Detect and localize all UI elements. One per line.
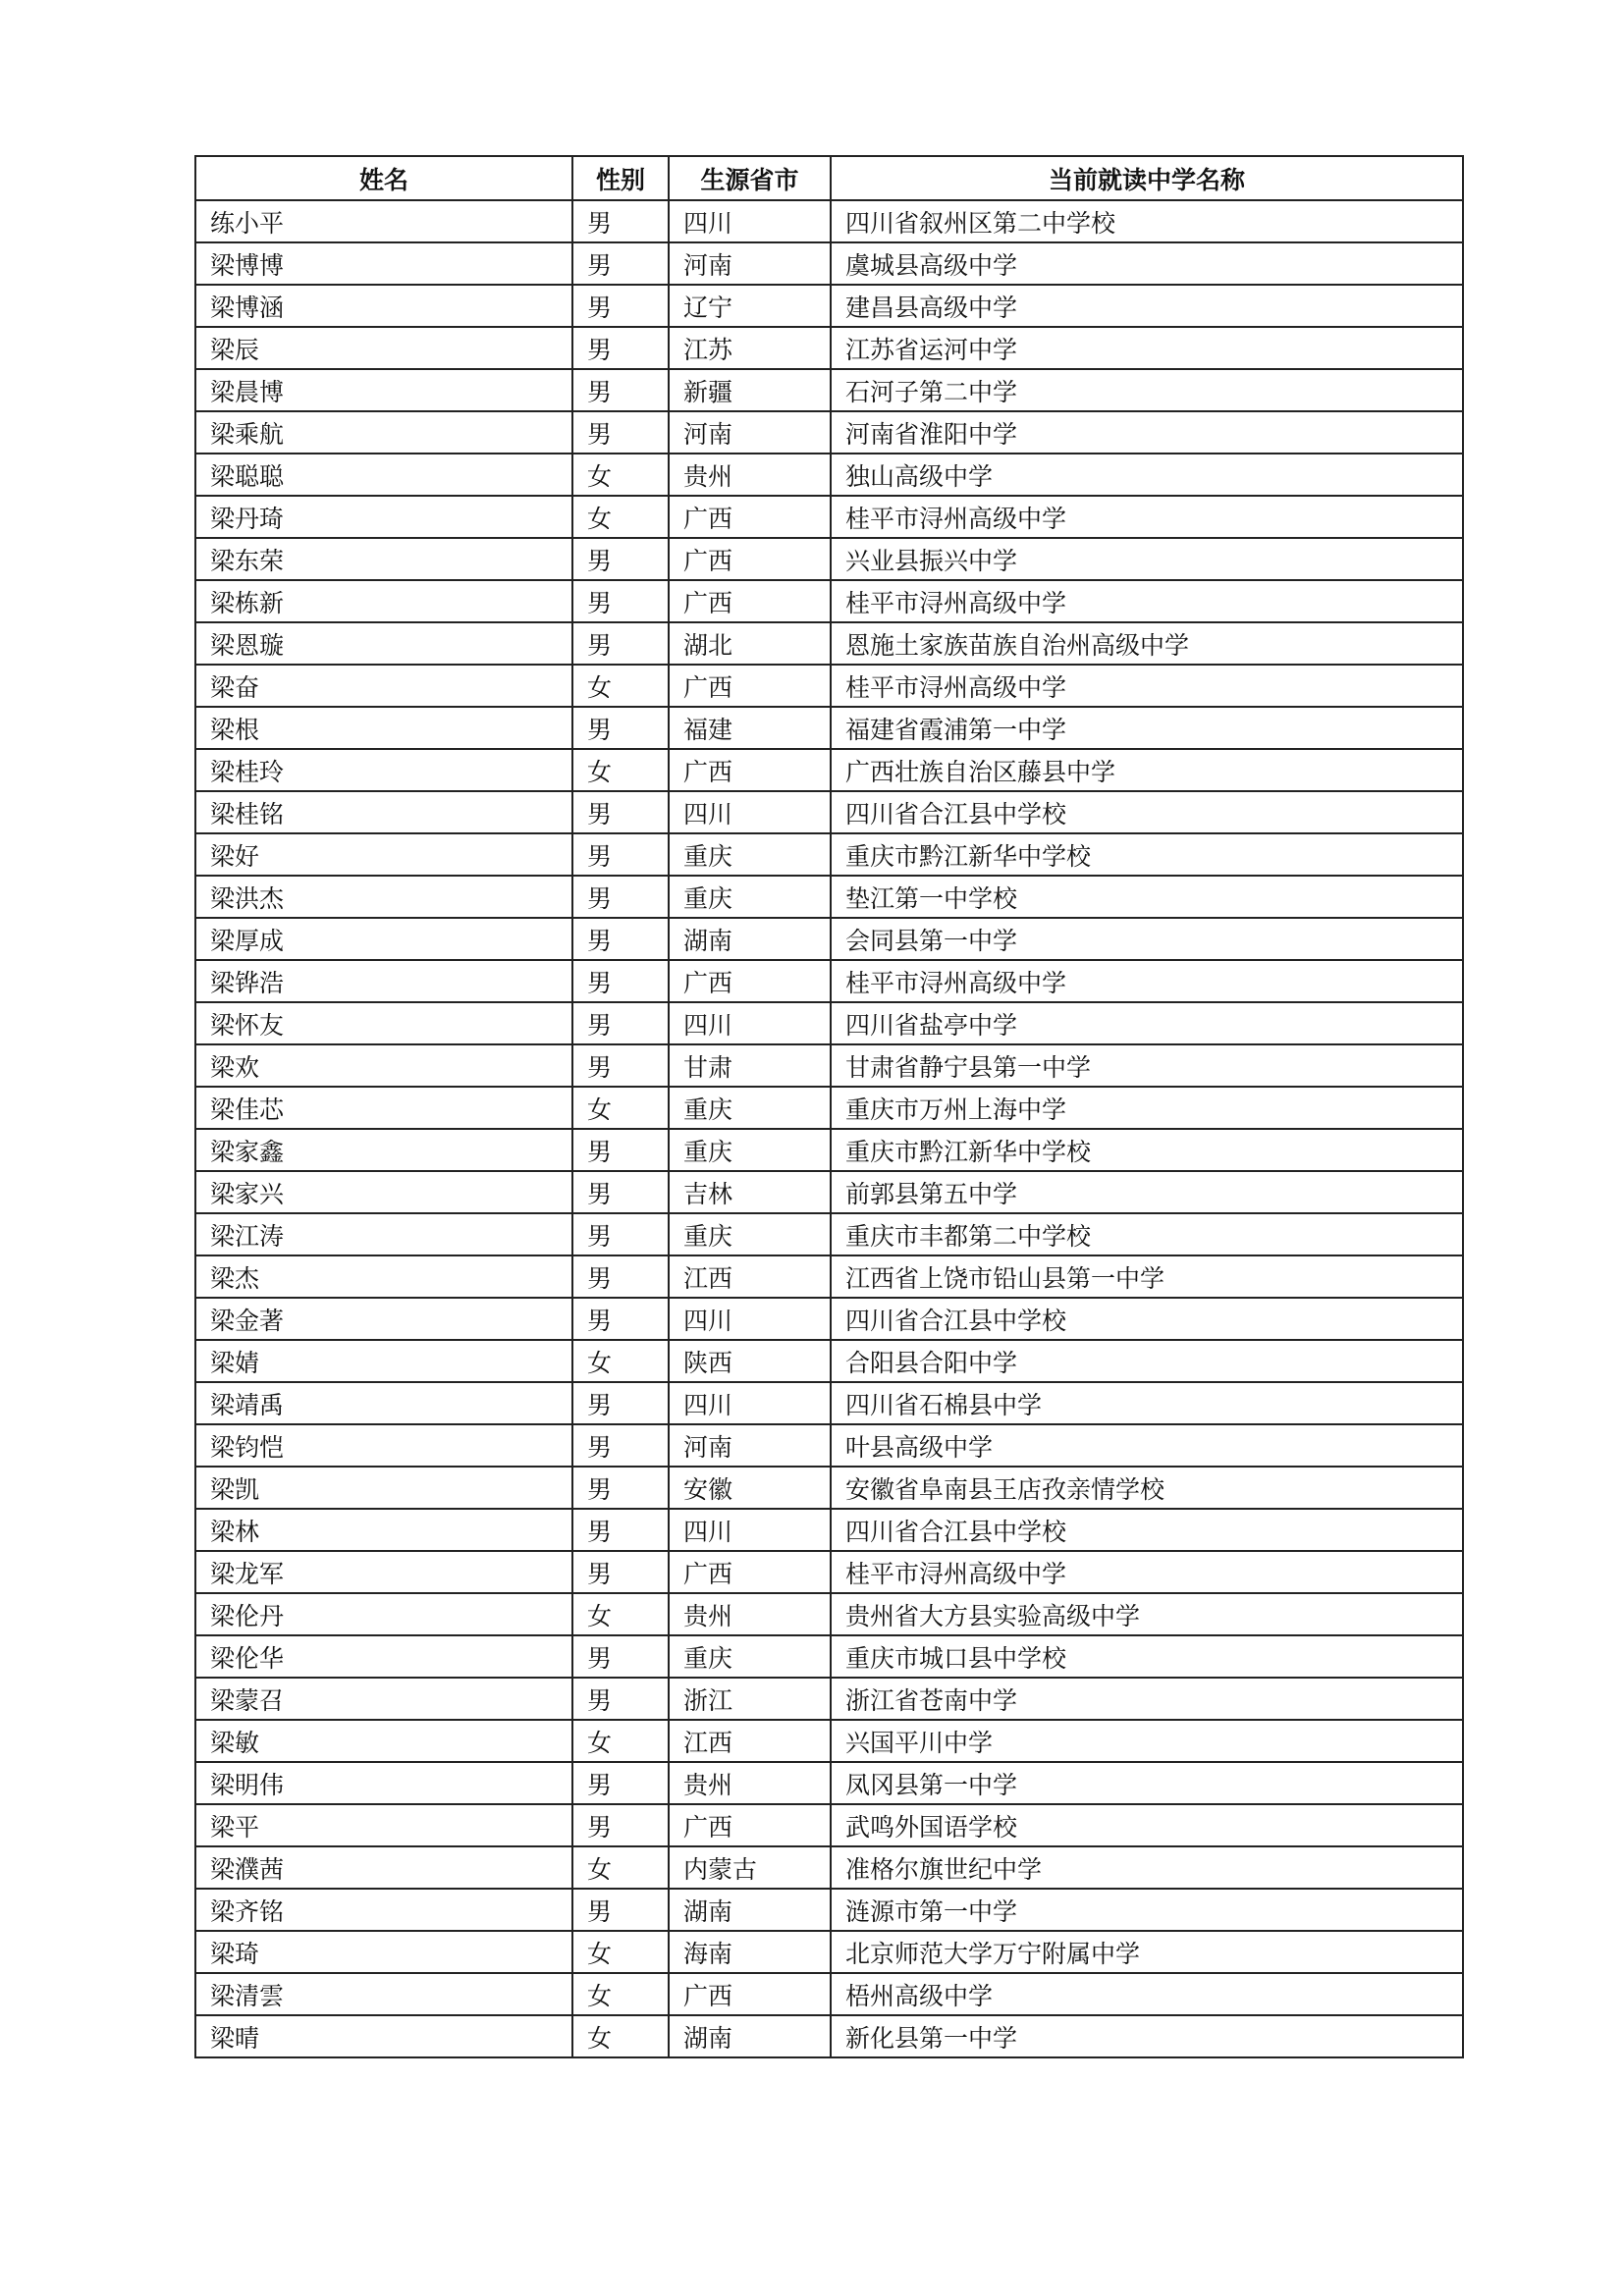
cell-name: 梁龙军 xyxy=(195,1551,572,1593)
cell-school: 武鸣外国语学校 xyxy=(831,1804,1463,1846)
cell-province: 湖南 xyxy=(669,2015,831,2057)
cell-name: 梁聪聪 xyxy=(195,454,572,496)
table-row xyxy=(195,1931,1463,1973)
cell-province: 河南 xyxy=(669,242,831,285)
table-row xyxy=(195,242,1463,285)
table-row xyxy=(195,1720,1463,1762)
table-row xyxy=(195,960,1463,1002)
cell-name: 梁林 xyxy=(195,1509,572,1551)
cell-gender: 男 xyxy=(572,1467,669,1509)
table-row xyxy=(195,876,1463,918)
cell-school: 独山高级中学 xyxy=(831,454,1463,496)
cell-province: 广西 xyxy=(669,580,831,622)
cell-province: 四川 xyxy=(669,1298,831,1340)
cell-school: 准格尔旗世纪中学 xyxy=(831,1846,1463,1889)
cell-name: 梁乘航 xyxy=(195,411,572,454)
cell-province: 湖南 xyxy=(669,918,831,960)
table-row xyxy=(195,369,1463,411)
cell-gender: 女 xyxy=(572,496,669,538)
cell-name: 梁明伟 xyxy=(195,1762,572,1804)
cell-name: 梁铧浩 xyxy=(195,960,572,1002)
cell-province: 辽宁 xyxy=(669,285,831,327)
cell-school: 桂平市浔州高级中学 xyxy=(831,1551,1463,1593)
cell-gender: 男 xyxy=(572,960,669,1002)
cell-gender: 男 xyxy=(572,1804,669,1846)
cell-gender: 男 xyxy=(572,1213,669,1255)
cell-province: 广西 xyxy=(669,665,831,707)
table-row xyxy=(195,833,1463,876)
cell-province: 新疆 xyxy=(669,369,831,411)
cell-name: 梁凯 xyxy=(195,1467,572,1509)
cell-province: 广西 xyxy=(669,749,831,791)
cell-school: 叶县高级中学 xyxy=(831,1424,1463,1467)
cell-gender: 男 xyxy=(572,285,669,327)
cell-name: 梁金著 xyxy=(195,1298,572,1340)
cell-school: 浙江省苍南中学 xyxy=(831,1678,1463,1720)
table-row xyxy=(195,1002,1463,1044)
table-row xyxy=(195,1382,1463,1424)
cell-school: 重庆市城口县中学校 xyxy=(831,1635,1463,1678)
cell-name: 梁辰 xyxy=(195,327,572,369)
cell-province: 吉林 xyxy=(669,1171,831,1213)
table-row xyxy=(195,1298,1463,1340)
table-row xyxy=(195,1804,1463,1846)
cell-province: 四川 xyxy=(669,791,831,833)
cell-gender: 女 xyxy=(572,665,669,707)
cell-school: 安徽省阜南县王店孜亲情学校 xyxy=(831,1467,1463,1509)
cell-gender: 男 xyxy=(572,1298,669,1340)
table-row xyxy=(195,496,1463,538)
cell-gender: 男 xyxy=(572,833,669,876)
cell-school: 会同县第一中学 xyxy=(831,918,1463,960)
cell-province: 广西 xyxy=(669,538,831,580)
cell-gender: 男 xyxy=(572,1762,669,1804)
cell-province: 江苏 xyxy=(669,327,831,369)
cell-name: 梁佳芯 xyxy=(195,1087,572,1129)
cell-gender: 男 xyxy=(572,369,669,411)
cell-school: 垫江第一中学校 xyxy=(831,876,1463,918)
cell-province: 重庆 xyxy=(669,1129,831,1171)
table-row xyxy=(195,1340,1463,1382)
cell-school: 虞城县高级中学 xyxy=(831,242,1463,285)
cell-gender: 男 xyxy=(572,918,669,960)
cell-province: 安徽 xyxy=(669,1467,831,1509)
table-row xyxy=(195,1762,1463,1804)
cell-school: 江苏省运河中学 xyxy=(831,327,1463,369)
table-row xyxy=(195,1255,1463,1298)
cell-province: 湖南 xyxy=(669,1889,831,1931)
cell-school: 桂平市浔州高级中学 xyxy=(831,960,1463,1002)
cell-school: 兴国平川中学 xyxy=(831,1720,1463,1762)
table-row xyxy=(195,285,1463,327)
cell-school: 石河子第二中学 xyxy=(831,369,1463,411)
cell-province: 广西 xyxy=(669,960,831,1002)
cell-gender: 女 xyxy=(572,1846,669,1889)
cell-school: 新化县第一中学 xyxy=(831,2015,1463,2057)
cell-gender: 男 xyxy=(572,411,669,454)
table-row xyxy=(195,1509,1463,1551)
cell-name: 梁杰 xyxy=(195,1255,572,1298)
cell-province: 福建 xyxy=(669,707,831,749)
cell-province: 四川 xyxy=(669,1002,831,1044)
header-gender: 性别 xyxy=(572,156,669,200)
cell-name: 梁家兴 xyxy=(195,1171,572,1213)
table-row xyxy=(195,1593,1463,1635)
table-row xyxy=(195,411,1463,454)
table-row xyxy=(195,918,1463,960)
cell-school: 重庆市万州上海中学 xyxy=(831,1087,1463,1129)
cell-gender: 男 xyxy=(572,1044,669,1087)
cell-gender: 女 xyxy=(572,749,669,791)
cell-province: 江西 xyxy=(669,1255,831,1298)
cell-name: 梁清雲 xyxy=(195,1973,572,2015)
cell-name: 梁厚成 xyxy=(195,918,572,960)
cell-name: 梁东荣 xyxy=(195,538,572,580)
table-row xyxy=(195,1846,1463,1889)
cell-name: 梁靖禹 xyxy=(195,1382,572,1424)
cell-school: 重庆市黔江新华中学校 xyxy=(831,1129,1463,1171)
cell-gender: 女 xyxy=(572,1931,669,1973)
cell-name: 梁桂玲 xyxy=(195,749,572,791)
table-row xyxy=(195,580,1463,622)
cell-province: 重庆 xyxy=(669,876,831,918)
cell-school: 桂平市浔州高级中学 xyxy=(831,665,1463,707)
cell-school: 前郭县第五中学 xyxy=(831,1171,1463,1213)
table-row xyxy=(195,1467,1463,1509)
cell-gender: 男 xyxy=(572,538,669,580)
cell-province: 河南 xyxy=(669,1424,831,1467)
table-row xyxy=(195,1635,1463,1678)
cell-province: 四川 xyxy=(669,1382,831,1424)
cell-province: 内蒙古 xyxy=(669,1846,831,1889)
cell-gender: 女 xyxy=(572,1973,669,2015)
cell-province: 广西 xyxy=(669,1551,831,1593)
cell-name: 梁钧恺 xyxy=(195,1424,572,1467)
cell-gender: 男 xyxy=(572,622,669,665)
cell-school: 甘肃省静宁县第一中学 xyxy=(831,1044,1463,1087)
cell-name: 梁晨博 xyxy=(195,369,572,411)
cell-school: 重庆市丰都第二中学校 xyxy=(831,1213,1463,1255)
cell-gender: 男 xyxy=(572,327,669,369)
table-row xyxy=(195,707,1463,749)
table-row xyxy=(195,1973,1463,2015)
cell-province: 重庆 xyxy=(669,1213,831,1255)
cell-gender: 男 xyxy=(572,242,669,285)
table-row xyxy=(195,1171,1463,1213)
cell-province: 四川 xyxy=(669,1509,831,1551)
cell-name: 梁平 xyxy=(195,1804,572,1846)
table-row xyxy=(195,200,1463,242)
cell-province: 广西 xyxy=(669,1973,831,2015)
header-province: 生源省市 xyxy=(669,156,831,200)
cell-province: 贵州 xyxy=(669,1593,831,1635)
cell-name: 梁江涛 xyxy=(195,1213,572,1255)
cell-name: 梁博涵 xyxy=(195,285,572,327)
cell-province: 河南 xyxy=(669,411,831,454)
cell-gender: 男 xyxy=(572,1129,669,1171)
table-row xyxy=(195,1889,1463,1931)
header-school: 当前就读中学名称 xyxy=(831,156,1463,200)
table-row xyxy=(195,1129,1463,1171)
table-row xyxy=(195,2015,1463,2057)
table-row xyxy=(195,1678,1463,1720)
table-header xyxy=(195,156,1463,200)
cell-province: 重庆 xyxy=(669,1087,831,1129)
cell-school: 四川省合江县中学校 xyxy=(831,1298,1463,1340)
cell-gender: 男 xyxy=(572,1889,669,1931)
table-row xyxy=(195,1551,1463,1593)
student-table xyxy=(194,155,1464,2058)
cell-province: 江西 xyxy=(669,1720,831,1762)
cell-school: 贵州省大方县实验高级中学 xyxy=(831,1593,1463,1635)
cell-gender: 女 xyxy=(572,454,669,496)
cell-gender: 女 xyxy=(572,1720,669,1762)
cell-province: 甘肃 xyxy=(669,1044,831,1087)
cell-name: 梁家鑫 xyxy=(195,1129,572,1171)
cell-name: 练小平 xyxy=(195,200,572,242)
cell-province: 重庆 xyxy=(669,833,831,876)
cell-school: 四川省合江县中学校 xyxy=(831,791,1463,833)
cell-school: 桂平市浔州高级中学 xyxy=(831,580,1463,622)
cell-province: 广西 xyxy=(669,1804,831,1846)
cell-gender: 男 xyxy=(572,1509,669,1551)
cell-school: 江西省上饶市铅山县第一中学 xyxy=(831,1255,1463,1298)
cell-province: 贵州 xyxy=(669,454,831,496)
cell-province: 海南 xyxy=(669,1931,831,1973)
cell-school: 四川省石棉县中学 xyxy=(831,1382,1463,1424)
cell-province: 广西 xyxy=(669,496,831,538)
cell-gender: 男 xyxy=(572,1382,669,1424)
cell-school: 恩施土家族苗族自治州高级中学 xyxy=(831,622,1463,665)
cell-name: 梁恩璇 xyxy=(195,622,572,665)
table-row xyxy=(195,1213,1463,1255)
cell-gender: 男 xyxy=(572,1424,669,1467)
cell-school: 梧州高级中学 xyxy=(831,1973,1463,2015)
cell-name: 梁欢 xyxy=(195,1044,572,1087)
cell-name: 梁齐铭 xyxy=(195,1889,572,1931)
cell-gender: 男 xyxy=(572,1171,669,1213)
cell-school: 北京师范大学万宁附属中学 xyxy=(831,1931,1463,1973)
table-row xyxy=(195,1087,1463,1129)
cell-gender: 男 xyxy=(572,876,669,918)
table-row xyxy=(195,327,1463,369)
table-row xyxy=(195,454,1463,496)
cell-province: 湖北 xyxy=(669,622,831,665)
cell-school: 四川省合江县中学校 xyxy=(831,1509,1463,1551)
cell-gender: 女 xyxy=(572,1593,669,1635)
cell-name: 梁晴 xyxy=(195,2015,572,2057)
cell-gender: 男 xyxy=(572,200,669,242)
cell-school: 四川省叙州区第二中学校 xyxy=(831,200,1463,242)
cell-name: 梁奋 xyxy=(195,665,572,707)
cell-name: 梁伦华 xyxy=(195,1635,572,1678)
cell-school: 河南省淮阳中学 xyxy=(831,411,1463,454)
cell-name: 梁婧 xyxy=(195,1340,572,1382)
cell-name: 梁琦 xyxy=(195,1931,572,1973)
cell-school: 广西壮族自治区藤县中学 xyxy=(831,749,1463,791)
cell-school: 四川省盐亭中学 xyxy=(831,1002,1463,1044)
cell-name: 梁濮茜 xyxy=(195,1846,572,1889)
table-row xyxy=(195,1044,1463,1087)
cell-gender: 女 xyxy=(572,1087,669,1129)
cell-gender: 男 xyxy=(572,1002,669,1044)
cell-name: 梁博博 xyxy=(195,242,572,285)
cell-gender: 男 xyxy=(572,1678,669,1720)
cell-gender: 男 xyxy=(572,1635,669,1678)
cell-school: 重庆市黔江新华中学校 xyxy=(831,833,1463,876)
cell-gender: 男 xyxy=(572,1551,669,1593)
cell-school: 涟源市第一中学 xyxy=(831,1889,1463,1931)
cell-school: 凤冈县第一中学 xyxy=(831,1762,1463,1804)
cell-name: 梁敏 xyxy=(195,1720,572,1762)
cell-name: 梁丹琦 xyxy=(195,496,572,538)
cell-name: 梁好 xyxy=(195,833,572,876)
header-name: 姓名 xyxy=(195,156,572,200)
cell-gender: 女 xyxy=(572,2015,669,2057)
cell-school: 合阳县合阳中学 xyxy=(831,1340,1463,1382)
cell-province: 重庆 xyxy=(669,1635,831,1678)
cell-province: 浙江 xyxy=(669,1678,831,1720)
cell-gender: 男 xyxy=(572,707,669,749)
cell-name: 梁桂铭 xyxy=(195,791,572,833)
cell-school: 兴业县振兴中学 xyxy=(831,538,1463,580)
cell-school: 桂平市浔州高级中学 xyxy=(831,496,1463,538)
table-row xyxy=(195,1424,1463,1467)
cell-name: 梁根 xyxy=(195,707,572,749)
cell-name: 梁蒙召 xyxy=(195,1678,572,1720)
table-row xyxy=(195,749,1463,791)
table-row xyxy=(195,665,1463,707)
cell-province: 陕西 xyxy=(669,1340,831,1382)
table-row xyxy=(195,791,1463,833)
cell-name: 梁栋新 xyxy=(195,580,572,622)
cell-gender: 男 xyxy=(572,791,669,833)
cell-school: 建昌县高级中学 xyxy=(831,285,1463,327)
cell-name: 梁伦丹 xyxy=(195,1593,572,1635)
cell-name: 梁洪杰 xyxy=(195,876,572,918)
cell-province: 贵州 xyxy=(669,1762,831,1804)
cell-gender: 女 xyxy=(572,1340,669,1382)
cell-province: 四川 xyxy=(669,200,831,242)
cell-gender: 男 xyxy=(572,580,669,622)
cell-name: 梁怀友 xyxy=(195,1002,572,1044)
cell-gender: 男 xyxy=(572,1255,669,1298)
table-row xyxy=(195,538,1463,580)
cell-school: 福建省霞浦第一中学 xyxy=(831,707,1463,749)
table-row xyxy=(195,622,1463,665)
